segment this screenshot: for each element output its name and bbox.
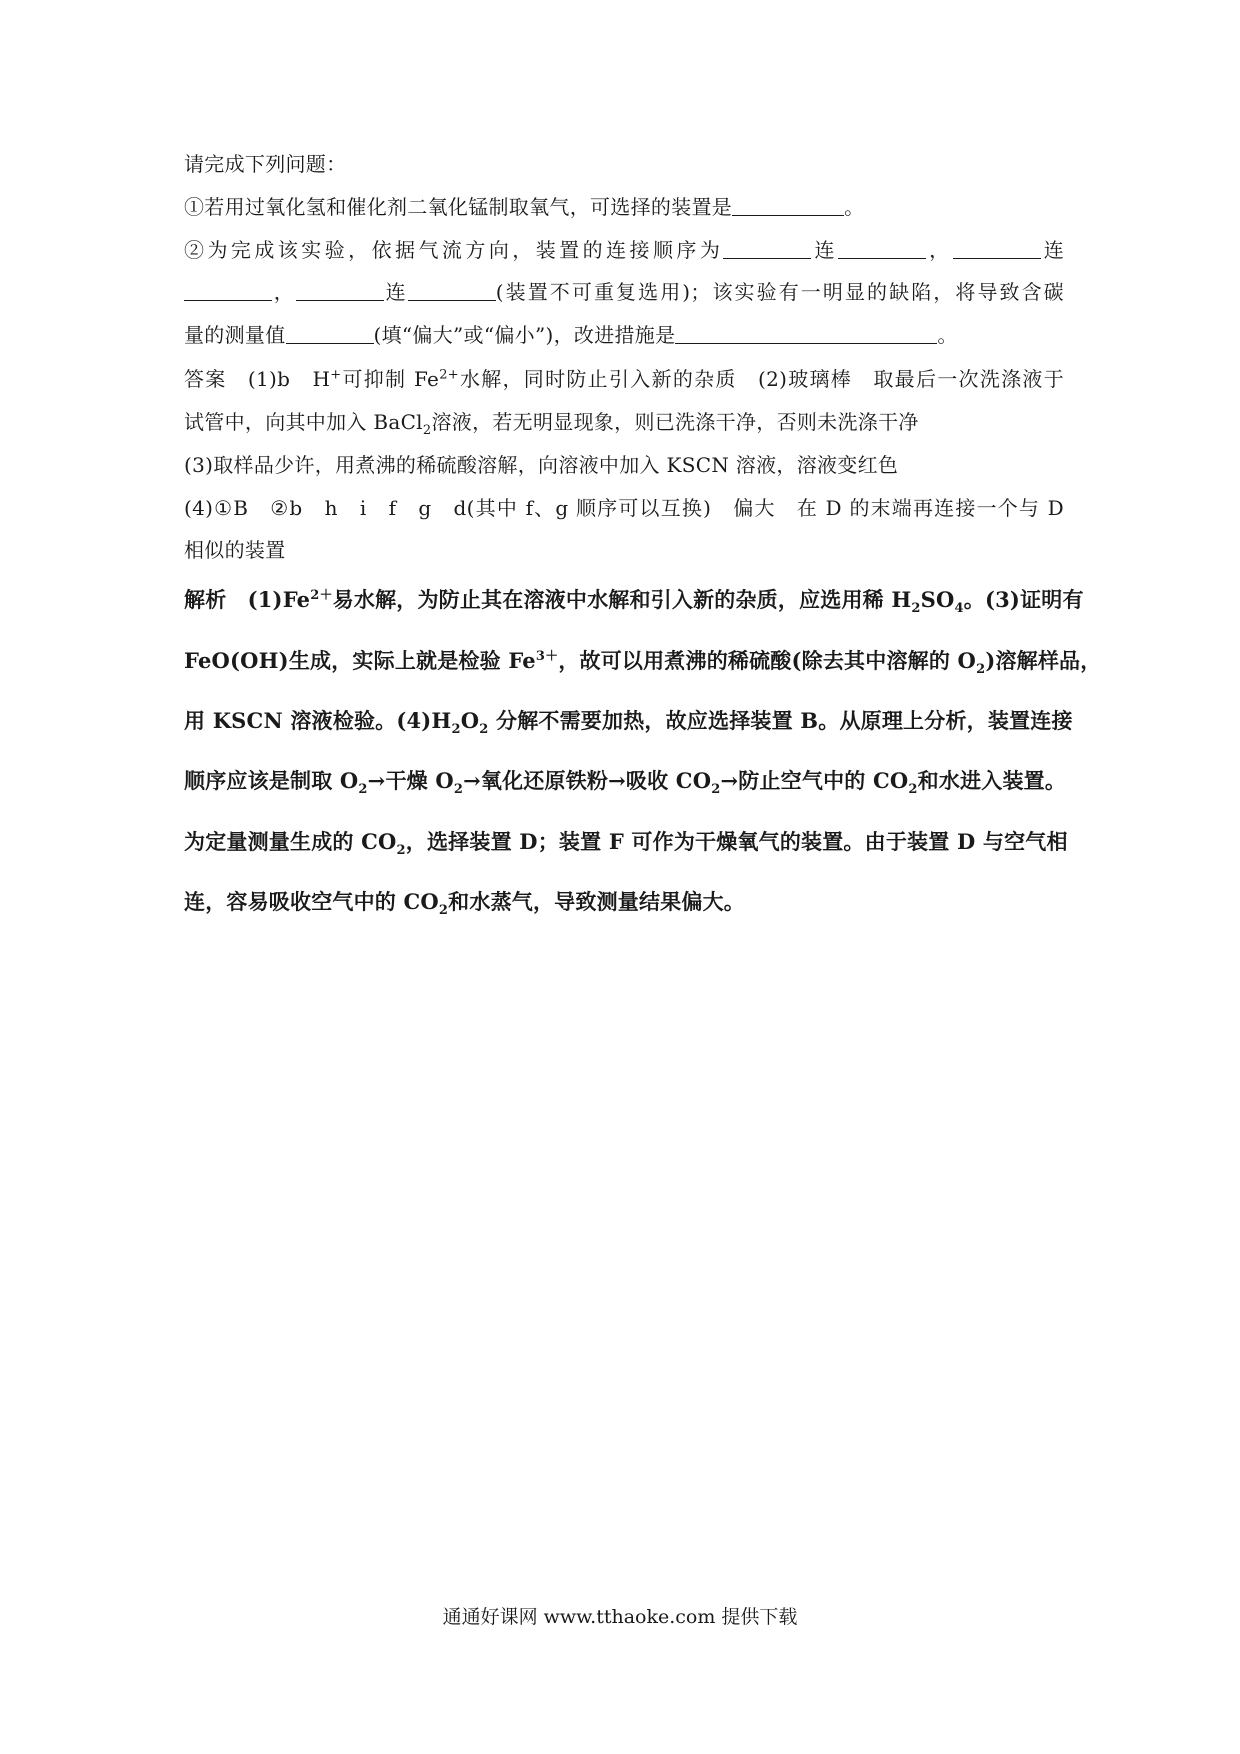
- q1-text: ①若用过氧化氢和催化剂二氧化锰制取氧气，可选择的装置是: [184, 195, 733, 219]
- q2-blank-1[interactable]: [723, 240, 811, 259]
- analysis-part: ，故可以用煮沸的稀硫酸(除去其中溶解的 O: [558, 648, 977, 673]
- analysis-part: 用 KSCN 溶液检验。(4)H: [184, 708, 452, 733]
- answer-part: 水解，同时防止引入新的杂质 (2)玻璃棒 取最后一次洗涤液于: [458, 367, 1064, 391]
- analysis-sup: 3＋: [535, 649, 559, 664]
- answer-sup: 2+: [439, 367, 459, 383]
- analysis-sub: 2: [396, 843, 406, 859]
- q2-lian-2: 连: [1040, 238, 1064, 262]
- q2-line3-end: 。: [937, 323, 958, 347]
- answer-line-5: [184, 536, 1064, 564]
- analysis-sub: 2: [976, 662, 986, 678]
- analysis-part: )溶解样品，: [985, 648, 1102, 673]
- answer-part: (3)取样品少许，用煮沸的稀硫酸溶解，向溶液中加入 KSCN 溶液，溶液变红色: [184, 453, 899, 477]
- page-footer: [0, 1604, 1240, 1630]
- footer-text: 通通好课网 www.tthaoke.com 提供下载: [442, 1606, 798, 1628]
- analysis-part: 顺序应该是制取 O: [184, 768, 359, 793]
- answer-part: 可抑制 Fe: [341, 367, 440, 391]
- analysis-part: 和水进入装置。: [917, 768, 1067, 793]
- analysis-sub: 4: [954, 601, 964, 617]
- answer-part: 试管中，向其中加入 BaCl: [184, 410, 423, 434]
- q1-end: 。: [844, 195, 865, 219]
- analysis-line-6: [184, 888, 1064, 919]
- question-intro-text: 请完成下列问题：: [184, 152, 347, 176]
- question-2-line-3: [184, 321, 1064, 349]
- analysis-sub: 2: [358, 782, 368, 798]
- analysis-line-2: [184, 647, 1102, 678]
- q2-blank-6[interactable]: [408, 282, 496, 301]
- analysis-sup: 2＋: [310, 588, 333, 603]
- answer-part: (1)b H: [247, 367, 331, 391]
- q2-blank-3[interactable]: [953, 240, 1041, 259]
- q1-answer-blank[interactable]: [732, 197, 844, 216]
- q2-comma-2: ，: [272, 280, 296, 304]
- analysis-part: 易水解，为防止其在溶液中水解和引入新的杂质，应选用稀 H: [332, 587, 912, 612]
- analysis-sub: 2: [438, 903, 449, 919]
- analysis-part: →干燥 O: [367, 768, 454, 793]
- analysis-part: 为定量测量生成的 CO: [184, 829, 397, 854]
- analysis-part: O: [460, 708, 480, 733]
- analysis-part: 分解不需要加热，故应选择装置 B。从原理上分析，装置连接: [488, 708, 1073, 733]
- answer-sub: 2: [422, 423, 432, 438]
- analysis-part: 连，容易吸收空气中的 CO: [184, 889, 439, 914]
- q2-comma-1: ，: [925, 238, 953, 262]
- question-2-line-2: [184, 278, 1064, 306]
- q2-blank-4[interactable]: [184, 282, 272, 301]
- q2-blank-5[interactable]: [296, 282, 384, 301]
- answer-label: 答案: [184, 367, 227, 391]
- analysis-label: 解析: [184, 587, 227, 612]
- analysis-sub: 2: [451, 722, 461, 738]
- q2-line3-b: (填“偏大”或“偏小”)，改进措施是: [373, 323, 676, 347]
- q2-text: ②为完成该实验，依据气流方向，装置的连接顺序为: [184, 238, 724, 262]
- question-intro: [184, 150, 1064, 178]
- q2-blank-2[interactable]: [838, 240, 926, 259]
- q2-line2-tail: (装置不可重复选用)；该实验有一明显的缺陷，将导致含碳: [495, 280, 1064, 304]
- analysis-part: SO: [920, 587, 955, 612]
- answer-line-4: [184, 494, 1064, 522]
- answer-sup: +: [330, 367, 342, 383]
- answer-part: 相似的装置: [184, 538, 286, 562]
- answer-part: (4)①B ②b h i f g d(其中 f、g 顺序可以互换) 偏大 在 D 的末端再连接一个与 D: [184, 496, 1064, 520]
- answer-line-2: [184, 408, 1064, 436]
- analysis-sub: 2: [711, 782, 721, 798]
- analysis-part: ，选择装置 D；装置 F 可作为干燥氧气的装置。由于装置 D 与空气相: [405, 829, 1068, 854]
- answer-part: 溶液，若无明显现象，则已洗涤干净，否则未洗涤干净: [431, 410, 919, 434]
- q2-lian-1: 连: [811, 238, 838, 262]
- analysis-line-3: [184, 707, 1073, 738]
- analysis-line-5: [184, 828, 1068, 859]
- question-1: [184, 193, 1064, 221]
- analysis-part: 和水蒸气，导致测量结果偏大。: [448, 889, 745, 914]
- analysis-line-4: [184, 767, 1067, 798]
- analysis-part: FeO(OH)生成，实际上就是检验 Fe: [184, 648, 536, 673]
- q2-line3-a: 量的测量值: [184, 323, 286, 347]
- analysis-sub: 2: [453, 782, 464, 798]
- q2-blank-7[interactable]: [286, 325, 374, 344]
- q2-lian-3: 连: [383, 280, 408, 304]
- analysis-part: →氧化还原铁粉→吸收 CO: [463, 768, 712, 793]
- analysis-sub: 2: [479, 722, 489, 738]
- answer-line-1: [184, 365, 1064, 393]
- analysis-part: (1)Fe: [247, 587, 311, 612]
- analysis-part: 。(3)证明有: [963, 587, 1084, 612]
- analysis-sub: 2: [911, 601, 921, 617]
- analysis-sub: 2: [908, 782, 918, 798]
- analysis-line-1: [184, 586, 1084, 617]
- q2-blank-8[interactable]: [675, 325, 937, 344]
- answer-line-3: [184, 451, 1064, 479]
- analysis-part: →防止空气中的 CO: [720, 768, 909, 793]
- question-2-line-1: [184, 236, 1064, 264]
